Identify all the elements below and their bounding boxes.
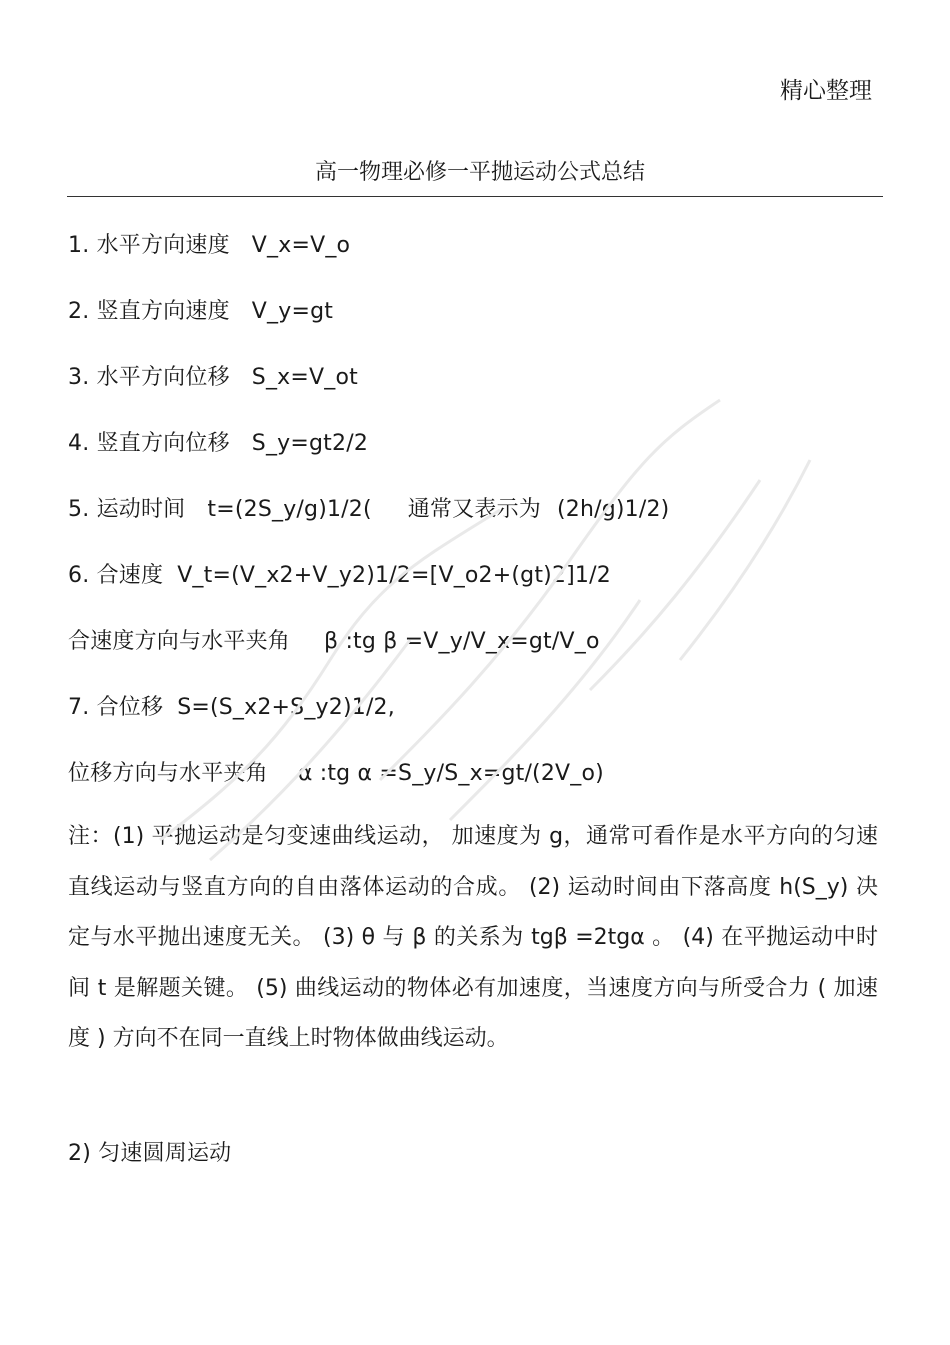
formula-line-5 — [68, 492, 669, 523]
formula-line-velocity-angle — [68, 624, 600, 655]
formula-expression: S_x=V_ot — [251, 365, 358, 390]
formula-line-4 — [68, 426, 368, 457]
formula-label: 位移方向与水平夹角 — [68, 761, 268, 786]
formula-label: 7. 合位移 — [68, 695, 164, 720]
note-point-5: (5) 曲线运动的物体必有加速度，当速度方向与所受合力 ( 加速度 ) 方向不在同一直线上时物体做曲线运动。 — [68, 975, 878, 1051]
formula-expression: V_t=(V_x2+V_y2)1/2=[V_o2+(gt)2]1/2 — [177, 563, 611, 588]
formula-expression: t=(2S_y/g)1/2( — [207, 497, 372, 522]
note-prefix: 注： — [68, 824, 113, 849]
formula-alt-label: 通常又表示为 — [407, 497, 541, 522]
formula-label: 2. 竖直方向速度 — [68, 299, 230, 324]
page-title: 高一物理必修一平抛运动公式总结 — [314, 160, 645, 185]
note-point-3: (3) θ 与 β 的关系为 tgβ =2tgα 。 — [322, 925, 675, 950]
formula-label: 6. 合速度 — [68, 563, 164, 588]
section-heading-2: 2) 匀速圆周运动 — [68, 1141, 232, 1166]
formula-label: 5. 运动时间 — [68, 497, 186, 522]
formula-line-3 — [68, 360, 358, 391]
formula-label: 3. 水平方向位移 — [68, 365, 230, 390]
formula-label: 4. 竖直方向位移 — [68, 431, 230, 456]
title-divider — [67, 196, 883, 197]
formula-label: 1. 水平方向速度 — [68, 233, 230, 258]
note-point-1: (1) 平抛运动是匀变速曲线运动， 加速度为 g，通常可看作是水平方向的匀速直线运动与竖直方向的自由落体运动的合成。 — [68, 824, 878, 900]
note-point-4: (4) 在平抛运动中时间 t 是解题关键。 — [68, 925, 878, 1001]
formula-line-displacement-angle — [68, 756, 604, 787]
formula-expression: S_y=gt2/2 — [251, 431, 369, 456]
header-note: 精心整理 — [780, 78, 872, 104]
note-point-2: (2) 运动时间由下落高度 h(S_y) 决定与水平抛出速度无关。 — [68, 874, 878, 950]
formula-alt-expression: (2h/g)1/2) — [556, 497, 670, 522]
formula-label: 合速度方向与水平夹角 — [68, 629, 291, 654]
formula-line-6 — [68, 558, 611, 589]
formula-expression: S=(S_x2+S_y2)1/2, — [177, 695, 395, 720]
formula-expression: V_y=gt — [251, 299, 334, 324]
formula-expression: α :tg α =S_y/S_x=gt/(2V_o) — [297, 761, 604, 786]
formula-expression: β :tg β =V_y/V_x=gt/V_o — [324, 629, 600, 654]
notes-paragraph — [68, 812, 878, 1065]
formula-line-1 — [68, 228, 350, 259]
formula-expression: V_x=V_o — [251, 233, 351, 258]
formula-line-7 — [68, 690, 395, 721]
formula-line-2 — [68, 294, 333, 325]
